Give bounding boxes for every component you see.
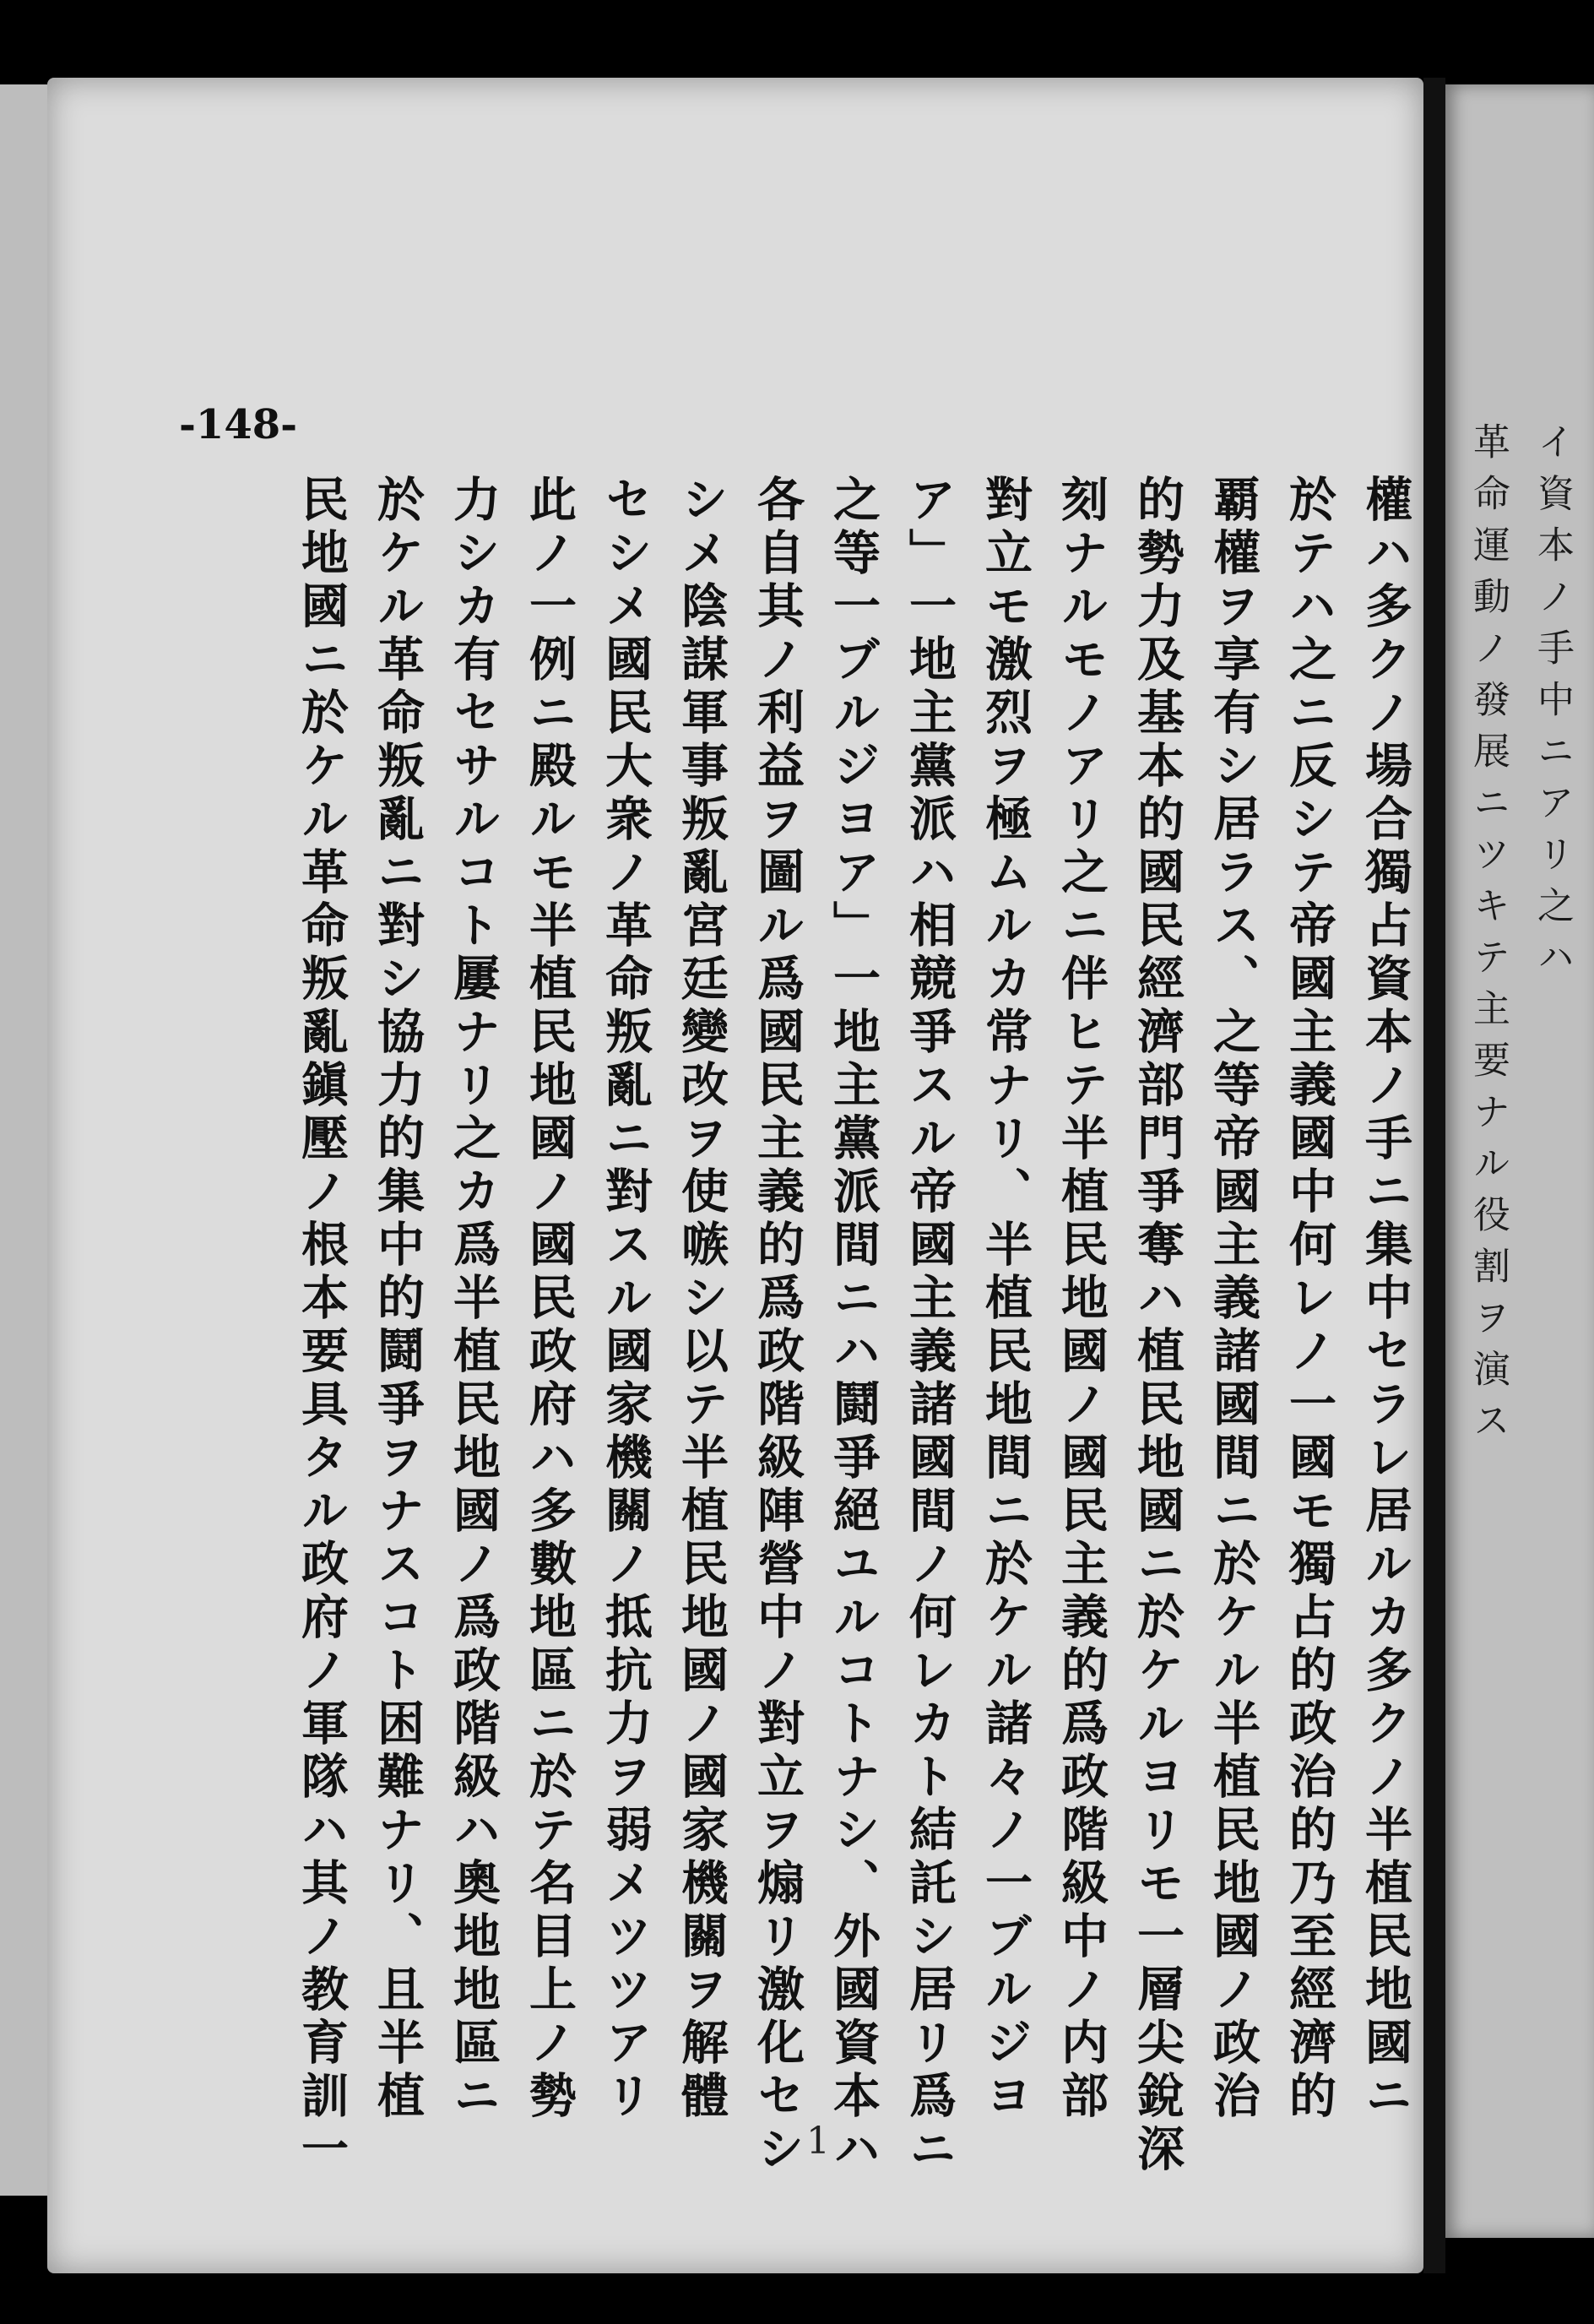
text-column: 力シカ有セサルコト屢ナリ之カ爲半植民地國ノ爲政階級ハ奧地地區ニ bbox=[446, 475, 502, 2124]
text-column: 民地國ニ於ケル革命叛亂鎭壓ノ根本要具タル政府ノ軍隊ハ其ノ教育訓一 bbox=[294, 475, 350, 2177]
text-column: ア」一地主黨派ハ相競爭スル帝國主義諸國間ノ何レカト結託シ居リ爲ニ bbox=[902, 475, 957, 2177]
text-column: 於テハ之ニ反シテ帝國主義國中何レノ一國モ獨占的政治的乃至經濟的 bbox=[1282, 475, 1337, 2124]
page-number-mark: -148- bbox=[179, 401, 298, 448]
text-column: 之等一ブルジヨア」一地主黨派間ニハ鬪爭絕ユルコトナシ、外國資本ハ bbox=[826, 475, 881, 2177]
text-column: 權ハ多クノ場合獨占資本ノ手ニ集中セラレ居ルカ多クノ半植民地國ニ bbox=[1358, 475, 1413, 2124]
right-page bbox=[1445, 84, 1594, 2238]
text-column: 於ケル革命叛亂ニ對シ協力的集中的鬪爭ヲナスコト困難ナリ、且半植 bbox=[370, 475, 426, 2124]
text-column: 各自其ノ利益ヲ圖ル爲國民主義的爲政階級陣營中ノ對立ヲ煽リ激化セシ bbox=[750, 475, 805, 2177]
page-footer-number: 1 bbox=[806, 2120, 830, 2163]
text-column: 刻ナルモノアリ之ニ伴ヒテ半植民地國ノ國民主義的爲政階級中ノ内部 bbox=[1054, 475, 1109, 2124]
text-column: 的勢力及基本的國民經濟部門爭奪ハ植民地國ニ於ケルヨリモ一層尖銳深 bbox=[1130, 475, 1185, 2177]
text-column: 此ノ一例ニ殿ルモ半植民地國ノ國民政府ハ多數地區ニ於テ名目上ノ勢 bbox=[522, 475, 577, 2124]
text-column: 覇權ヲ享有シ居ラス、之等帝國主義諸國間ニ於ケル半植民地國ノ政治 bbox=[1206, 475, 1261, 2124]
text-column: シメ陰謀軍事叛亂宮廷變改ヲ使嗾シ以テ半植民地國ノ國家機關ヲ解體 bbox=[674, 475, 729, 2124]
text-column: セシメ國民大衆ノ革命叛亂ニ對スル國家機關ノ抵抗力ヲ弱メツツアリ bbox=[598, 475, 653, 2124]
right-text-column: イ資本ノ手中ニアリ之ハ bbox=[1531, 422, 1574, 989]
main-page bbox=[47, 78, 1423, 2273]
binding-gutter bbox=[1423, 78, 1445, 2273]
text-column: 對立モ激烈ヲ極ムルカ常ナリ、半植民地間ニ於ケル諸々ノ一ブルジヨ bbox=[978, 475, 1033, 2124]
right-text-column: 革命運動ノ發展ニツキテ主要ナル役割ヲ演ス bbox=[1467, 422, 1510, 1452]
